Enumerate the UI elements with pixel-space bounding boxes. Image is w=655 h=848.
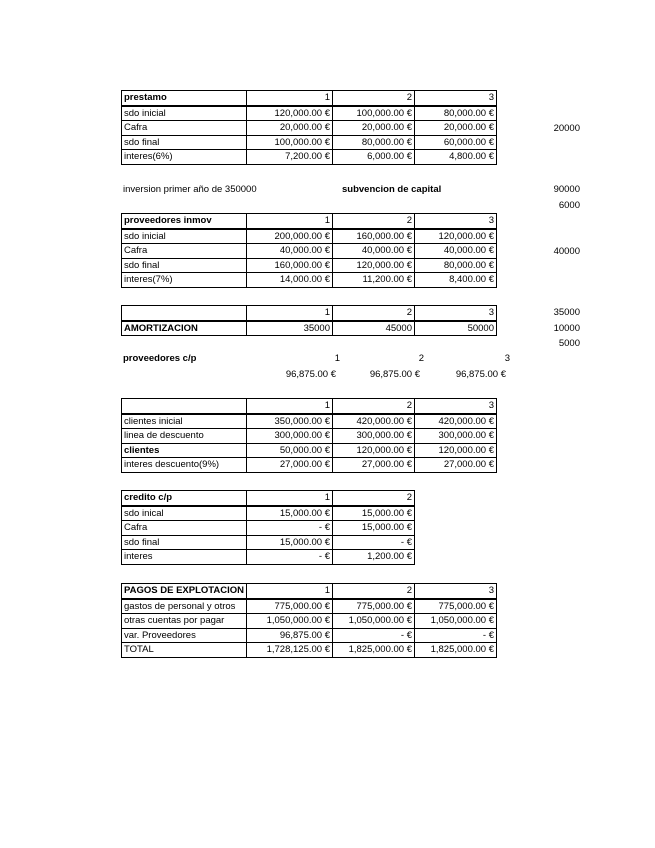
header-year: 1	[334, 353, 340, 364]
table-row	[122, 135, 497, 150]
cell: 14,000.00 €	[247, 273, 333, 288]
cell: 7,200.00 €	[247, 150, 333, 165]
row-label: clientes inicial	[122, 414, 247, 429]
row-label: interes	[122, 550, 247, 565]
cell: 1,825,000.00 €	[415, 643, 497, 658]
proveedores-cp-value: 96,875.00 €	[369, 369, 420, 380]
table-row	[122, 628, 497, 643]
row-label: sdo final	[122, 135, 247, 150]
header-year: 2	[333, 214, 415, 229]
cell: 96,875.00 €	[247, 628, 333, 643]
cell: 80,000.00 €	[415, 106, 497, 121]
proveedores-cp-value: 96,875.00 €	[455, 369, 506, 380]
cell: 120,000.00 €	[333, 443, 415, 458]
header-year: 3	[415, 214, 497, 229]
table-row	[122, 273, 497, 288]
header-year: 3	[415, 399, 497, 414]
cell: 40,000.00 €	[333, 244, 415, 259]
row-label: sdo final	[122, 535, 247, 550]
cell: 120,000.00 €	[415, 443, 497, 458]
cell: 40,000.00 €	[247, 244, 333, 259]
cell: 200,000.00 €	[247, 229, 333, 244]
cell: 775,000.00 €	[247, 599, 333, 614]
cell: 27,000.00 €	[415, 458, 497, 473]
cell: 1,728,125.00 €	[247, 643, 333, 658]
table-row	[122, 599, 497, 614]
cell: 300,000.00 €	[415, 429, 497, 444]
cell: 15,000.00 €	[247, 535, 333, 550]
header-year: 1	[247, 306, 333, 321]
table-row	[122, 121, 497, 136]
cell: 45000	[333, 321, 415, 336]
cell: 300,000.00 €	[247, 429, 333, 444]
table-row	[122, 521, 415, 536]
row-label: sdo inicial	[122, 106, 247, 121]
cell: 775,000.00 €	[415, 599, 497, 614]
cell: 27,000.00 €	[333, 458, 415, 473]
table-row	[122, 414, 497, 429]
cell: 35000	[247, 321, 333, 336]
cell: 60,000.00 €	[415, 135, 497, 150]
header-year: 2	[418, 353, 424, 364]
header-year: 1	[247, 491, 333, 506]
cell: - €	[247, 521, 333, 536]
header-year: 1	[247, 214, 333, 229]
cell: 300,000.00 €	[333, 429, 415, 444]
side-value: 6000	[558, 200, 580, 211]
total-row	[122, 643, 497, 658]
row-label: Cafra	[122, 521, 247, 536]
row-label: linea de descuento	[122, 429, 247, 444]
row-label: interes(6%)	[122, 150, 247, 165]
cell: 350,000.00 €	[247, 414, 333, 429]
cell: - €	[247, 550, 333, 565]
side-value: 20000	[553, 123, 580, 134]
table-row	[122, 550, 415, 565]
header-year: 3	[415, 584, 497, 599]
cell: 775,000.00 €	[333, 599, 415, 614]
amortizacion-label: AMORTIZACION	[122, 321, 247, 336]
table-row	[122, 443, 497, 458]
credito-table	[121, 490, 415, 565]
row-label: var. Proveedores	[122, 628, 247, 643]
row-label: sdo final	[122, 258, 247, 273]
clientes-table	[121, 398, 497, 473]
cell: - €	[415, 628, 497, 643]
cell: 1,050,000.00 €	[333, 614, 415, 629]
header-blank	[122, 399, 247, 414]
row-label: Cafra	[122, 121, 247, 136]
cell: - €	[333, 535, 415, 550]
header-year: 1	[247, 91, 333, 106]
side-value: 10000	[553, 323, 580, 334]
cell: 1,200.00 €	[333, 550, 415, 565]
cell: 15,000.00 €	[333, 506, 415, 521]
cell: 50000	[415, 321, 497, 336]
cell: 100,000.00 €	[333, 106, 415, 121]
side-value: 40000	[553, 246, 580, 257]
proveedores-inmov-title: proveedores inmov	[122, 214, 247, 229]
header-year: 1	[247, 399, 333, 414]
row-label: sdo inicial	[122, 229, 247, 244]
cell: 20,000.00 €	[415, 121, 497, 136]
table-row	[122, 458, 497, 473]
table-row	[122, 321, 497, 336]
proveedores-inmov-table	[121, 213, 497, 288]
pagos-table	[121, 583, 497, 658]
subvencion-label: subvencion de capital	[342, 184, 442, 195]
cell: 100,000.00 €	[247, 135, 333, 150]
row-label: otras cuentas por pagar	[122, 614, 247, 629]
table-row	[122, 244, 497, 259]
header-year: 1	[247, 584, 333, 599]
table-row	[122, 506, 415, 521]
side-value: 35000	[553, 307, 580, 318]
cell: 120,000.00 €	[415, 229, 497, 244]
cell: 1,050,000.00 €	[415, 614, 497, 629]
cell: 80,000.00 €	[415, 258, 497, 273]
row-label: gastos de personal y otros	[122, 599, 247, 614]
table-row	[122, 229, 497, 244]
header-year: 3	[415, 306, 497, 321]
cell: 4,800.00 €	[415, 150, 497, 165]
row-label: sdo inical	[122, 506, 247, 521]
cell: 20,000.00 €	[333, 121, 415, 136]
header-year: 2	[333, 491, 415, 506]
table-row	[122, 106, 497, 121]
cell: 1,050,000.00 €	[247, 614, 333, 629]
cell: 11,200.00 €	[333, 273, 415, 288]
header-year: 3	[415, 91, 497, 106]
cell: 15,000.00 €	[333, 521, 415, 536]
prestamo-table	[121, 90, 497, 165]
amortizacion-table	[121, 305, 497, 336]
cell: 20,000.00 €	[247, 121, 333, 136]
cell: 80,000.00 €	[333, 135, 415, 150]
cell: 420,000.00 €	[333, 414, 415, 429]
table-row	[122, 150, 497, 165]
cell: 6,000.00 €	[333, 150, 415, 165]
cell: 120,000.00 €	[247, 106, 333, 121]
table-row	[122, 258, 497, 273]
inversion-text: inversion primer año de 350000	[123, 184, 257, 195]
cell: 420,000.00 €	[415, 414, 497, 429]
cell: - €	[333, 628, 415, 643]
row-label: TOTAL	[122, 643, 247, 658]
header-blank	[122, 306, 247, 321]
table-row	[122, 535, 415, 550]
cell: 50,000.00 €	[247, 443, 333, 458]
cell: 1,825,000.00 €	[333, 643, 415, 658]
side-value: 5000	[558, 338, 580, 349]
cell: 8,400.00 €	[415, 273, 497, 288]
side-value: 90000	[553, 184, 580, 195]
cell: 27,000.00 €	[247, 458, 333, 473]
cell: 120,000.00 €	[333, 258, 415, 273]
table-row	[122, 614, 497, 629]
credito-title: credito c/p	[122, 491, 247, 506]
proveedores-cp-label: proveedores c/p	[123, 353, 197, 364]
cell: 15,000.00 €	[247, 506, 333, 521]
table-row	[122, 429, 497, 444]
header-year: 2	[333, 91, 415, 106]
cell: 160,000.00 €	[247, 258, 333, 273]
row-label: interes descuento(9%)	[122, 458, 247, 473]
header-year: 2	[333, 399, 415, 414]
row-label: clientes	[122, 443, 247, 458]
header-year: 2	[333, 584, 415, 599]
row-label: Cafra	[122, 244, 247, 259]
prestamo-title: prestamo	[122, 91, 247, 106]
cell: 40,000.00 €	[415, 244, 497, 259]
header-year: 3	[504, 353, 510, 364]
header-year: 2	[333, 306, 415, 321]
proveedores-cp-value: 96,875.00 €	[285, 369, 336, 380]
cell: 160,000.00 €	[333, 229, 415, 244]
row-label: interes(7%)	[122, 273, 247, 288]
pagos-title: PAGOS DE EXPLOTACION	[122, 584, 247, 599]
